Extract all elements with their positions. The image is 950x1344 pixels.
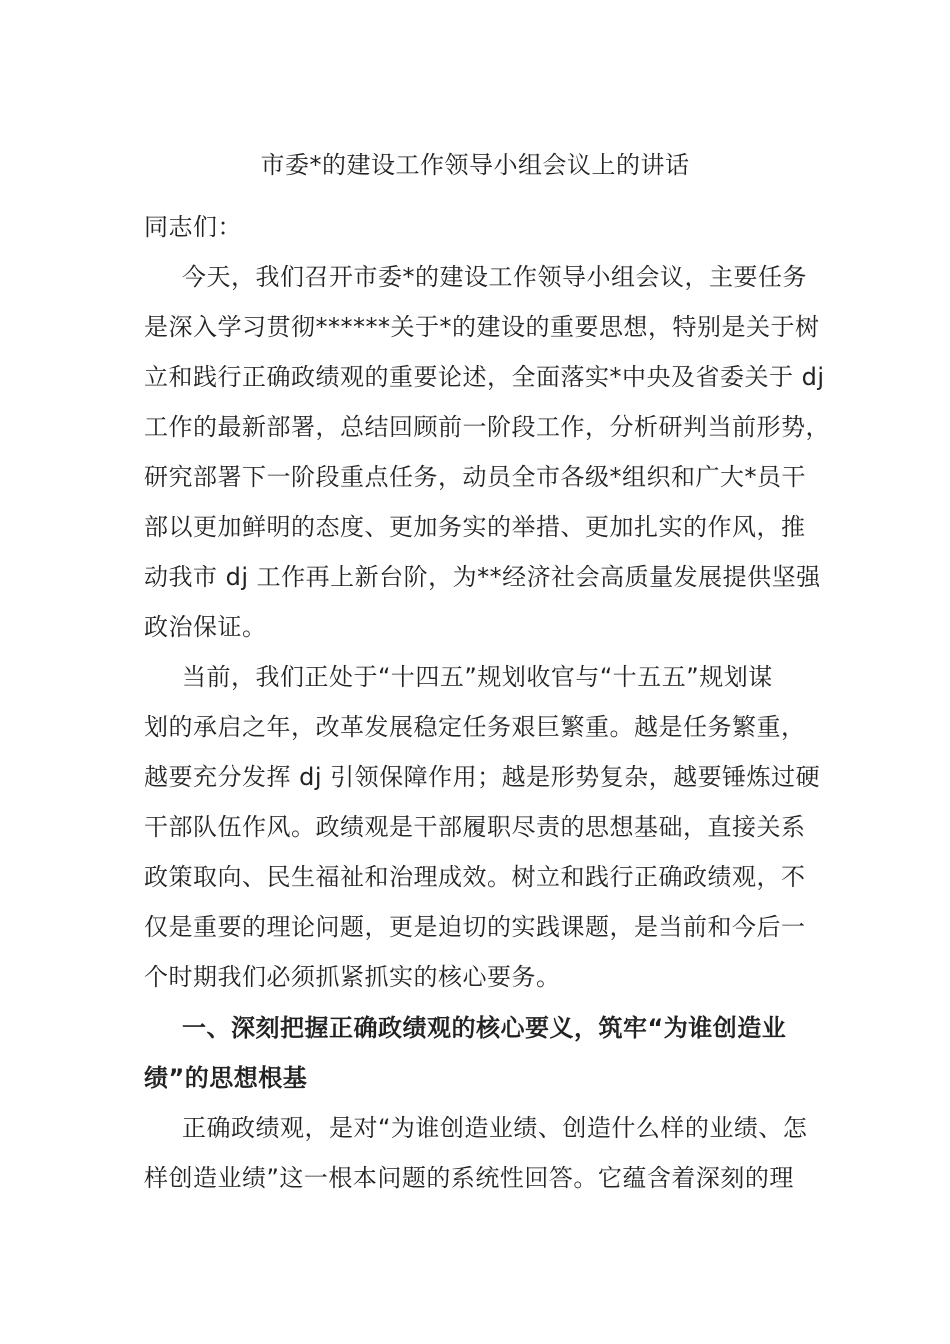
paragraph-line: 研究部署下一阶段重点任务，动员全市各级*组织和广大*员干 [144,463,806,491]
paragraph-line: 工作的最新部署，总结回顾前一阶段工作，分析研判当前形势， [144,413,830,441]
section-heading-line: 一、深刻把握正确政绩观的核心要义，筑牢“为谁创造业 [182,1014,787,1042]
paragraph-line: 当前，我们正处于“十四五”规划收官与“十五五”规划谋 [182,663,773,691]
section-heading-line: 绩”的思想根基 [144,1064,308,1092]
paragraph-line: 正确政绩观，是对“为谁创造业绩、创造什么样的业绩、怎 [182,1114,808,1142]
paragraph-line: 是深入学习贯彻******关于*的建设的重要思想，特别是关于树 [144,313,820,341]
paragraph-line: 政策取向、民生福祉和治理成效。树立和践行正确政绩观，不 [144,863,806,891]
paragraph-line: 仅是重要的理论问题，更是迫切的实践课题，是当前和今后一 [144,913,806,941]
paragraph-line: 越要充分发挥 dj 引领保障作用；越是形势复杂，越要锤炼过硬 [144,763,821,791]
salutation: 同志们： [144,213,242,241]
paragraph-line: 政治保证。 [144,613,267,641]
paragraph-line: 动我市 dj 工作再上新台阶，为**经济社会高质量发展提供坚强 [144,563,821,591]
paragraph-line: 样创造业绩”这一根本问题的系统性回答。它蕴含着深刻的理 [144,1164,794,1192]
paragraph-line: 立和践行正确政绩观的重要论述，全面落实*中央及省委关于 dj [144,363,825,391]
paragraph-line: 部以更加鲜明的态度、更加务实的举措、更加扎实的作风，推 [144,513,806,541]
paragraph-line: 划的承启之年，改革发展稳定任务艰巨繁重。越是任务繁重， [144,713,806,741]
paragraph-line: 今天，我们召开市委*的建设工作领导小组会议，主要任务 [182,263,807,291]
document-title: 市委*的建设工作领导小组会议上的讲话 [260,151,690,179]
paragraph-line: 干部队伍作风。政绩观是干部履职尽责的思想基础，直接关系 [144,813,806,841]
paragraph-line: 个时期我们必须抓紧抓实的核心要务。 [144,963,561,991]
